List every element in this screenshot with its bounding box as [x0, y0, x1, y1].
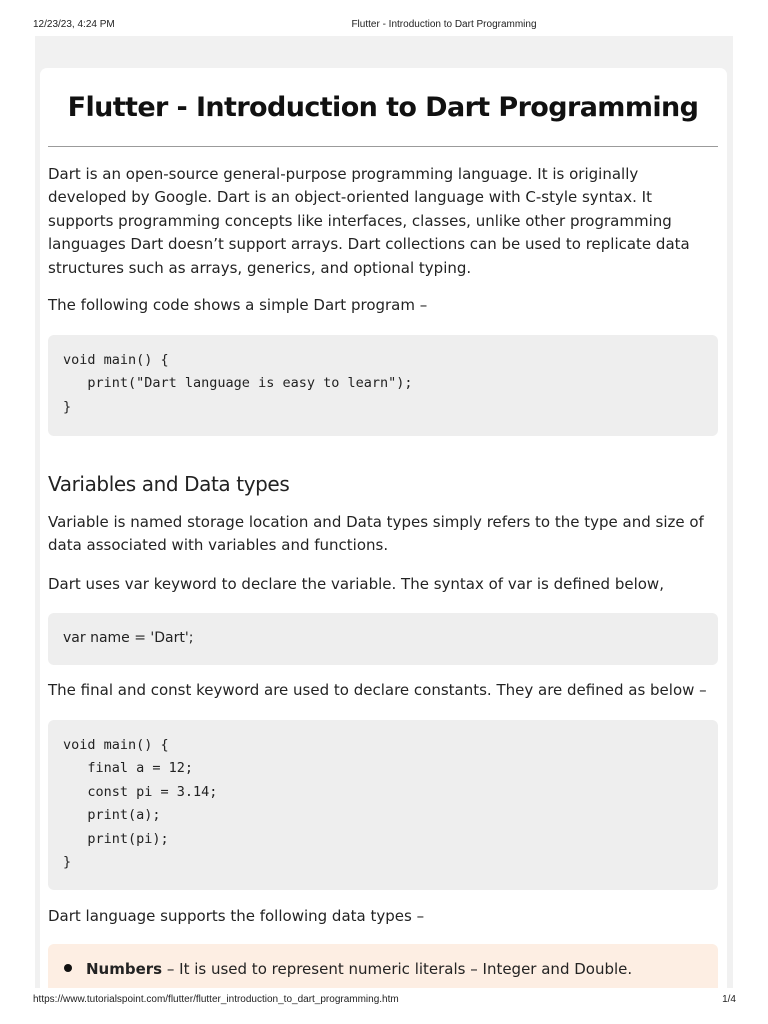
code-line: print(pi); [63, 830, 169, 847]
print-url: https://www.tutorialspoint.com/flutter/flutter_introduction_to_dart_programming.htm [33, 994, 399, 1005]
code-block-const [48, 720, 718, 890]
const-paragraph: The final and const keyword are used to declare constants. They are defined as below – [48, 681, 707, 699]
print-footer [0, 984, 768, 1024]
intro-paragraph: Dart is an open-source general-purpose programming language. It is originally developed by Google. Dart is an object-oriented language with C-style syntax. It supports programming concepts like interfaces, classes, unlike other programming languages Dart doesn’t support arrays. Dart collections can be used to replicate data structures such as arrays, generics, and optional typing. [48, 165, 690, 277]
section-heading-variables: Variables and Data types [48, 472, 290, 496]
code-block-main [48, 335, 718, 436]
print-date: 12/23/23, 4:24 PM [33, 19, 115, 30]
code-line: void main() { [63, 352, 169, 368]
code-intro-paragraph: The following code shows a simple Dart program – [48, 296, 428, 314]
var-paragraph: Dart uses var keyword to declare the variable. The syntax of var is defined below, [48, 575, 664, 593]
callout-text: – It is used to represent numeric literals – Integer and Double. [162, 960, 633, 978]
title-divider [48, 146, 718, 147]
code-line: final a = 12; [63, 760, 194, 777]
code-line: var name = 'Dart'; [63, 630, 194, 646]
code-line: } [63, 853, 72, 870]
code-line: print(a); [63, 807, 161, 824]
article-title: Flutter - Introduction to Dart Programming [67, 92, 699, 123]
code-block-var [48, 613, 718, 665]
code-line: } [63, 398, 72, 415]
page-frame [35, 36, 733, 988]
code-line: const pi = 3.14; [63, 783, 218, 800]
variables-paragraph: Variable is named storage location and Data types simply refers to the type and size of data associated with variables and functions. [48, 513, 704, 555]
datatypes-paragraph: Dart language supports the following data types – [48, 907, 425, 925]
article-card [40, 68, 727, 988]
bullet-icon [64, 964, 72, 972]
callout-term: Numbers [86, 960, 163, 978]
code-line: print("Dart language is easy to learn"); [63, 375, 413, 392]
page-number: 1/4 [722, 994, 736, 1005]
print-header [0, 16, 768, 32]
print-title: Flutter - Introduction to Dart Programming [351, 19, 537, 30]
code-line: void main() { [63, 737, 169, 753]
numbers-callout [48, 944, 718, 988]
